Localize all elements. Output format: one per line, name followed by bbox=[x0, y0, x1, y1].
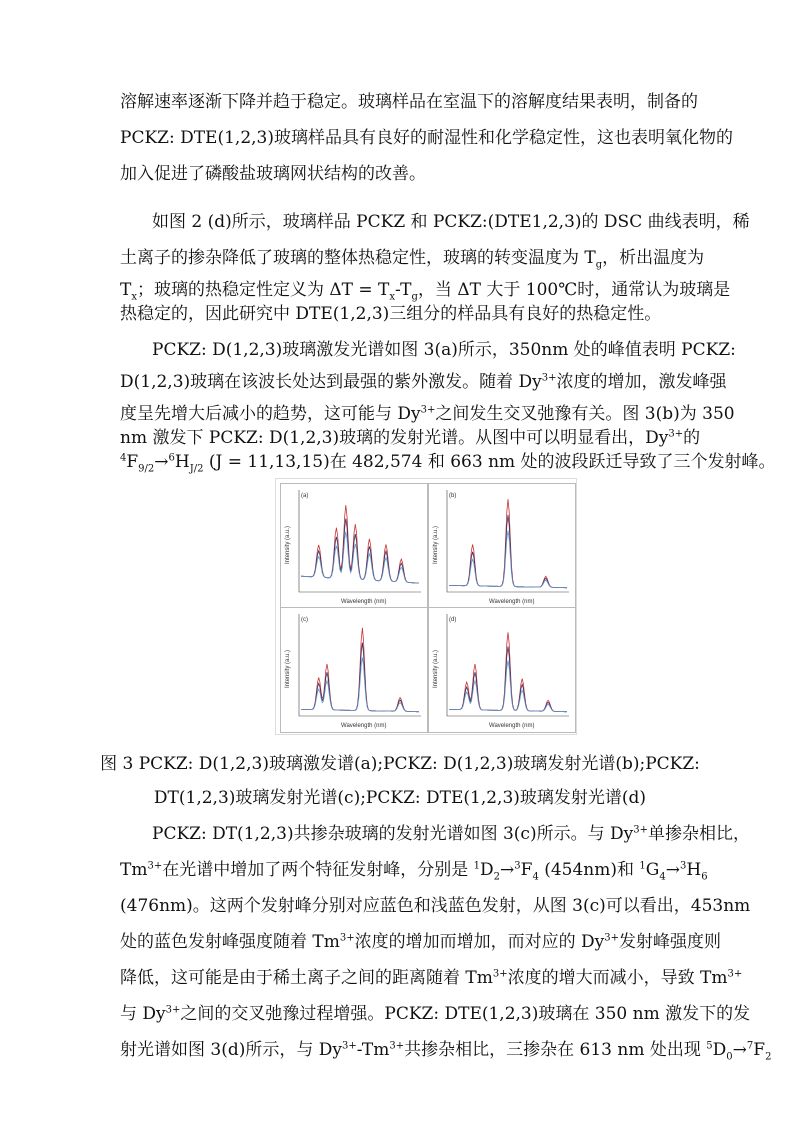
text-line: PCKZ: D(1,2,3)玻璃激发光谱如图 3(a)所示，350nm 处的峰值表明 PCKZ: bbox=[152, 340, 736, 360]
text-line: 加入促进了磷酸盐玻璃网状结构的改善。 bbox=[120, 164, 426, 184]
text-line: 降低，这可能是由于稀土离子之间的距离随着 $Tm^{3+}$浓度的增大而减小，导致 $Tm^{3+}$ bbox=[120, 968, 743, 988]
spectrum-panel-b bbox=[428, 483, 576, 609]
spectrum-curve bbox=[449, 499, 567, 588]
text-line: 处的蓝色发射峰强度随着 $Tm^{3+}$浓度的增加而增加，而对应的 $Dy^{3+}$发射峰强度则 bbox=[120, 932, 722, 952]
x-axis-label: Wavelength (nm) bbox=[341, 723, 387, 729]
figure-caption: 图 3 PCKZ: D(1,2,3)玻璃激发谱(a);PCKZ: D(1,2,3)玻璃发射光谱(b);PCKZ: bbox=[100, 754, 700, 774]
text-line: 度呈先增大后减小的趋势，这可能与 $Dy^{3+}$之间发生交叉弛豫有关。图 3(b)为 350 bbox=[120, 404, 735, 424]
x-axis-label: Wavelength (nm) bbox=[489, 723, 535, 729]
text-line: $T_x$；玻璃的热稳定性定义为 $\Delta T = T_x-T_g$，当 ΔT 大于 100℃时，通常认为玻璃是 bbox=[120, 280, 731, 303]
text-line: nm 激发下 PCKZ: D(1,2,3)玻璃的发射光谱。从图中可以明显看出，$Dy^{3+}$的 bbox=[120, 428, 701, 448]
panel-label: (c) bbox=[301, 617, 308, 623]
y-axis-label: Intensity (a.u.) bbox=[285, 525, 291, 564]
y-axis-label: Intensity (a.u.) bbox=[433, 525, 439, 564]
y-axis-label: Intensity (a.u.) bbox=[433, 649, 439, 688]
spectrum-curve bbox=[449, 632, 567, 711]
text-line: PCKZ: DTE(1,2,3)玻璃样品具有良好的耐湿性和化学稳定性，这也表明氧化物的 bbox=[120, 128, 733, 148]
text-line: $^4F_{9/2}\to^6H_{J/2}$ (J = 11,13,15)在 482,574 和 663 nm 处的波段跃迁导致了三个发射峰。 bbox=[120, 452, 776, 475]
text-line: D(1,2,3)玻璃在该波长处达到最强的紫外激发。随着 $Dy^{3+}$浓度的增加，激发峰强 bbox=[120, 372, 727, 392]
text-line: PCKZ: DT(1,2,3)共掺杂玻璃的发射光谱如图 3(c)所示。与 $Dy^{3+}$单掺杂相比， bbox=[152, 824, 750, 844]
text-line: (476nm)。这两个发射峰分别对应蓝色和浅蓝色发射，从图 3(c)可以看出，453nm bbox=[120, 896, 751, 916]
x-axis-label: Wavelength (nm) bbox=[341, 599, 387, 605]
panel-label: (b) bbox=[449, 493, 457, 499]
x-axis-label: Wavelength (nm) bbox=[489, 599, 535, 605]
spectrum-curve bbox=[301, 532, 419, 583]
spectrum-panel-d bbox=[428, 607, 576, 733]
spectrum-curve bbox=[449, 515, 567, 588]
text-line: 溶解速率逐渐下降并趋于稳定。玻璃样品在室温下的溶解度结果表明，制备的 bbox=[120, 92, 698, 112]
panel-label: (d) bbox=[449, 617, 457, 623]
text-line: 与 $Dy^{3+}$之间的交叉弛豫过程增强。PCKZ: DTE(1,2,3)玻璃在 350 nm 激发下的发 bbox=[120, 1004, 751, 1024]
spectrum-curve bbox=[449, 531, 567, 588]
axes bbox=[447, 614, 569, 716]
text-line: 射光谱如图 3(d)所示，与 $Dy^{3+}-Tm^{3+}$共掺杂相比，三掺杂在 613 nm 处出现 $^5D_0\to^7F_2$ bbox=[120, 1040, 772, 1063]
spectrum-panel-a bbox=[280, 483, 428, 609]
panel-label: (a) bbox=[301, 493, 309, 499]
text-line: 土离子的掺杂降低了玻璃的整体热稳定性，玻璃的转变温度为 $T_g$，析出温度为 bbox=[120, 248, 705, 271]
figure-caption: DT(1,2,3)玻璃发射光谱(c);PCKZ: DTE(1,2,3)玻璃发射光谱(d) bbox=[153, 788, 647, 808]
spectrum-panel-c bbox=[280, 607, 428, 733]
text-line: 热稳定的，因此研究中 DTE(1,2,3)三组分的样品具有良好的热稳定性。 bbox=[120, 304, 662, 324]
text-line: $Tm^{3+}$在光谱中增加了两个特征发射峰，分别是 $^1D_2\to^3F_4$ (454nm)和 $^1G_4\to^3H_6$ bbox=[120, 860, 708, 883]
axes bbox=[447, 490, 569, 592]
figure-3 bbox=[275, 478, 577, 735]
y-axis-label: Intensity (a.u.) bbox=[285, 649, 291, 688]
spectrum-curve bbox=[301, 505, 419, 583]
text-line: 如图 2 (d)所示，玻璃样品 PCKZ 和 PCKZ:(DTE1,2,3)的 DSC 曲线表明，稀 bbox=[152, 212, 750, 232]
